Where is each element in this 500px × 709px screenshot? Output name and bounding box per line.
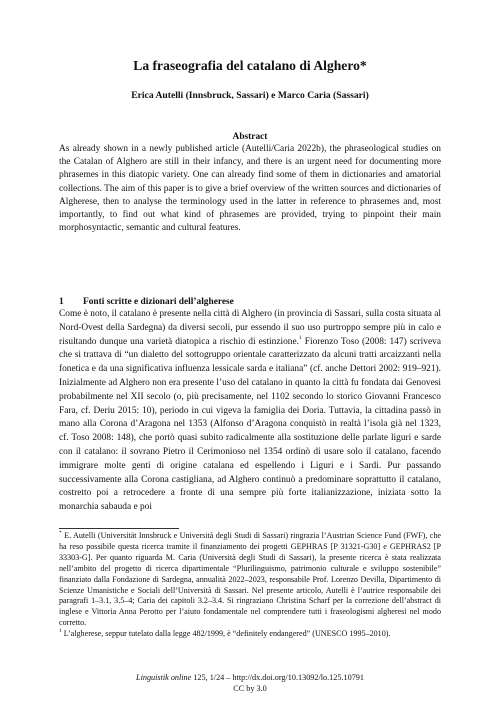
footnote-1-text: L’algherese, seppur tutelato dalla legge 482/1999, è “definitely endangered” (UNESCO 1995–2010). bbox=[61, 629, 391, 639]
footer-citation bbox=[0, 672, 500, 683]
body-paragraph bbox=[59, 308, 441, 515]
footer-citation-text[interactable]: 125, 1/24 – http://dx.doi.org/10.13092/lo.125.10791 bbox=[191, 673, 364, 682]
paper-authors: Erica Autelli (Innsbruck, Sassari) e Marco Caria (Sassari) bbox=[131, 90, 369, 101]
footnote-star bbox=[59, 531, 441, 629]
section-heading bbox=[59, 296, 441, 308]
footnote-ref-1[interactable]: 1 bbox=[298, 334, 302, 341]
body-text-part1: Come è noto, il catalano è presente nella città di Alghero (in provincia di Sassari, sulla costa situata al Nord-Ovest della Sardegna) da diversi secoli, pur essendo il suo uso purtroppo sempre più in calo e risultando dunque una varietà diatopica a rischio di estinzione. bbox=[59, 309, 441, 347]
footer-license: CC by 3.0 bbox=[233, 684, 267, 693]
footnote-star-text: E. Autelli (Universität Innsbruck e Università degli Studi di Sassari) ringrazia l’Austrian Science Fund (FWF), che ha reso possibile questa ricerca tramite il finanziamento dei progetti GEPHRAS [P 31321-G30] e GEPHRAS2 [P 33303-G]. Per quanto riguarda M. Caria (Università degli Studi di Sassari), la presente ricerca è stata realizzata nell’ambito del progetto di ricerca dipartimentale “Plurilinguismo, patrimonio culturale e sviluppo sostenibile” finanziato dalla Fondazione di Sardegna, annualità 2022–2023, responsabile Prof. Lorenzo Devilla, Dipartimento di Scienze Umanistiche e Sociali dell’Università di Sassari. Nel presente articolo, Autelli è l’autrice responsabile dei paragrafi 1–3.1, 3.5–4; Caria dei capitoli 3.2–3.4. Si ringraziano Christina Scharf per la correzione dell’abstract di inglese e Vittoria Anna Perotto per l’aiuto fondamentale nel comprendere tutti i fraseologismi algheresi nel modo corretto. bbox=[59, 531, 441, 628]
footnote-divider bbox=[59, 528, 179, 529]
section-number: 1 bbox=[59, 297, 64, 307]
paper-title: La fraseografia del catalano di Alghero* bbox=[133, 58, 367, 73]
body-text-part2: Fiorenzo Toso (2008: 147) scriveva che si trattava di “un dialetto del sottogruppo orientale caratterizzato da alcuni tratti arcaizzanti nella fonetica e da una significativa influenza lessicale sarda e italiana” (cf. anche Dettori 2002: 919–921). Inizialmente ad Alghero non era presente l’uso del catalano in quanto la città fu fondata dai Genovesi probabilmente nel XII secolo (o, più precisamente, nel 1102 secondo lo storico Giovanni Francesco Fara, cf. Deriu 2015: 10), periodo in cui vigeva la famiglia dei Doria. Tuttavia, la cittadina passò in mano alla Corona d’Aragona nel 1353 (Alfonso d’Aragona conquistò in realtà l’isola già nel 1323, cf. Toso 2008: 148), che portò quasi subito radicalmente alla sostituzione delle parlate liguri e sarde con il catalano: il sovrano Pietro il Cerimonioso nel 1354 ordinò di usare solo il catalano, facendo immigrare molte genti di origine catalana ed espellendo i Liguri e i Sardi. Pur passando successivamente alla Corona castigliana, ad Alghero continuò a predominare soprattutto il catalano, costretto poi a retrocedere a fronte di una sempre più forte italianizzazione, iniziata sotto la monarchia sabauda e poi bbox=[59, 336, 441, 513]
page-footer bbox=[0, 672, 500, 694]
section-title: Fonti scritte e dizionari dell’algherese bbox=[83, 297, 234, 307]
footnote-star-mark: * bbox=[59, 530, 62, 536]
abstract-text: As already shown in a newly published article (Autelli/Caria 2022b), the phraseological studies on the Catalan of Alghero are still in their infancy, and there is an urgent need for documenting more phrasemes in this diatopic variety. One can already find some of them in dictionaries and amatorial collections. The aim of this paper is to give a brief overview of the written sources and dictionaries of Algherese, then to analyse the terminology used in the latter in reference to phrasemes and, most importantly, to find out what kind of phrasemes are provided, trying to pinpoint their main morphosyntactic, semantic and cultural features. bbox=[59, 144, 441, 234]
footnotes bbox=[59, 531, 441, 640]
footnote-1 bbox=[59, 629, 441, 640]
abstract-heading: Abstract bbox=[232, 132, 268, 142]
footer-journal: Linguistik online bbox=[136, 673, 192, 682]
footnote-1-mark: 1 bbox=[59, 628, 62, 635]
